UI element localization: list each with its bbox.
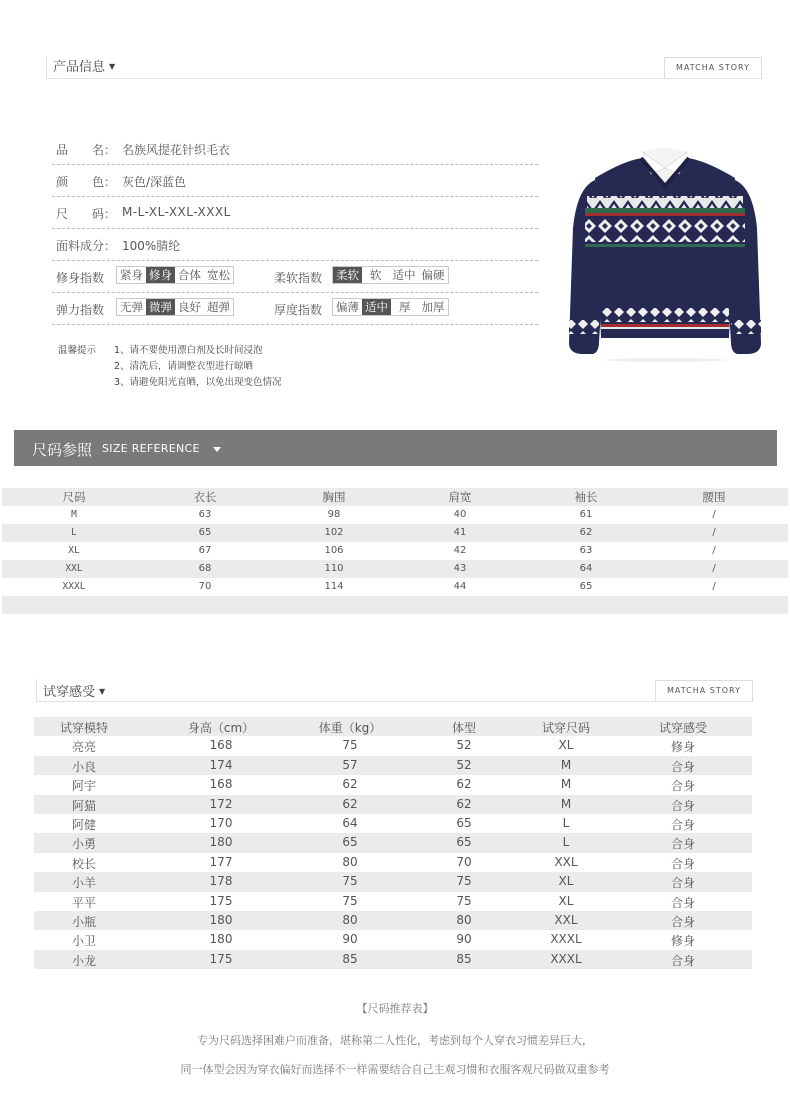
table-cell: 合身 xyxy=(670,817,696,832)
table-cell: 合身 xyxy=(670,876,696,891)
table-cell: 42 xyxy=(453,545,467,556)
soft-index-option: 软 xyxy=(370,268,382,282)
fit-soft-row xyxy=(52,260,538,293)
fitting-header xyxy=(36,679,753,702)
table-cell: / xyxy=(712,581,716,592)
table-cell: 177 xyxy=(209,854,233,869)
column-header: 袖长 xyxy=(574,490,598,504)
table-row xyxy=(34,950,752,969)
table-cell: 180 xyxy=(209,932,233,947)
table-row xyxy=(34,736,752,755)
table-cell: 合身 xyxy=(670,953,696,968)
table-cell: 106 xyxy=(324,545,344,556)
table-cell: 52 xyxy=(456,738,472,753)
table-row xyxy=(2,506,788,524)
table-row xyxy=(34,892,752,911)
column-header: 尺码 xyxy=(62,490,86,504)
product-size-row xyxy=(52,196,538,229)
footer-note-line-1: 专为尺码选择困难户而准备，堪称第二人性化，考虑到每个人穿衣习惯差异巨大， xyxy=(197,1034,593,1047)
table-cell: 90 xyxy=(456,932,472,947)
fitting-table xyxy=(34,717,752,969)
fit-index-option: 宽松 xyxy=(207,268,230,282)
table-row xyxy=(2,596,788,614)
table-row xyxy=(34,756,752,775)
table-cell: 98 xyxy=(327,509,341,520)
column-header: 体重（kg） xyxy=(318,721,382,735)
table-row xyxy=(34,853,752,872)
care-tips-label: 温馨提示 xyxy=(58,345,97,356)
column-header: 体型 xyxy=(451,721,477,735)
product-material-value: 100%腈纶 xyxy=(122,239,181,253)
table-cell: 75 xyxy=(456,893,472,908)
table-cell: XXXL xyxy=(550,932,582,947)
table-cell: 174 xyxy=(209,757,233,772)
table-cell: 小良 xyxy=(71,759,97,774)
table-cell: 85 xyxy=(456,951,472,966)
table-row xyxy=(34,872,752,891)
column-header: 试穿模特 xyxy=(59,721,109,735)
table-cell: 64 xyxy=(579,563,593,574)
table-cell: 180 xyxy=(209,912,233,927)
size-table xyxy=(2,488,788,614)
fit-index-option: 合体 xyxy=(178,268,201,282)
thick-index-option: 偏薄 xyxy=(336,300,359,314)
table-row xyxy=(2,560,788,578)
table-cell: 小瓶 xyxy=(71,914,97,929)
size-recommend-title: 【尺码推荐表】 xyxy=(356,1002,434,1015)
table-cell: 75 xyxy=(342,874,358,889)
table-row xyxy=(2,578,788,596)
column-header: 试穿感受 xyxy=(658,721,708,735)
table-cell: 小羊 xyxy=(71,876,97,891)
table-cell: 合身 xyxy=(670,914,696,929)
table-cell: 75 xyxy=(456,874,472,889)
fitting-title-text: 试穿感受 xyxy=(43,685,96,700)
table-cell: 62 xyxy=(456,777,472,792)
product-info-title xyxy=(53,56,115,75)
table-cell: / xyxy=(712,545,716,556)
table-cell: 40 xyxy=(453,509,467,520)
size-table-header xyxy=(2,488,788,506)
elastic-index-option: 微弹 xyxy=(146,299,175,315)
table-cell: / xyxy=(712,527,716,538)
table-cell: 合身 xyxy=(670,759,696,774)
product-material-label: 面料成分： xyxy=(56,239,117,253)
table-cell: 小勇 xyxy=(71,837,97,852)
care-tip-3: 3、请避免阳光直晒，以免出现变色情况 xyxy=(114,377,282,388)
table-cell: 70 xyxy=(456,854,472,869)
table-cell: 小龙 xyxy=(71,953,97,968)
table-cell: 修身 xyxy=(670,934,696,949)
size-reference-title: 尺码参照 xyxy=(32,441,93,459)
fit-index-option: 修身 xyxy=(146,267,175,283)
caret-down-icon xyxy=(213,447,221,452)
table-cell: 62 xyxy=(342,777,358,792)
table-cell: 175 xyxy=(209,951,233,966)
table-cell: 44 xyxy=(453,581,467,592)
table-row xyxy=(34,911,752,930)
table-cell: 75 xyxy=(342,738,358,753)
table-cell: M xyxy=(560,777,572,792)
table-cell: 合身 xyxy=(670,895,696,910)
table-cell: 110 xyxy=(324,563,344,574)
table-cell: 168 xyxy=(209,777,233,792)
column-header: 衣长 xyxy=(193,490,217,504)
table-row xyxy=(34,775,752,794)
thick-index-label: 厚度指数 xyxy=(274,303,323,317)
fit-index-label: 修身指数 xyxy=(56,271,105,285)
table-cell: 75 xyxy=(342,893,358,908)
table-cell: 43 xyxy=(453,563,467,574)
table-cell: 85 xyxy=(342,951,358,966)
table-cell: 63 xyxy=(579,545,593,556)
table-cell: 合身 xyxy=(670,779,696,794)
table-cell: 修身 xyxy=(670,740,696,755)
table-cell: M xyxy=(71,509,77,520)
table-cell: 65 xyxy=(456,815,472,830)
table-cell: 62 xyxy=(342,796,358,811)
table-cell: 62 xyxy=(579,527,593,538)
fitting-title xyxy=(43,681,105,700)
thick-index-option: 适中 xyxy=(362,299,391,315)
size-reference-subtitle: SIZE REFERENCE xyxy=(102,442,200,455)
product-color-row xyxy=(52,164,538,197)
product-info-header xyxy=(46,56,763,79)
table-cell: XXXL xyxy=(62,581,86,592)
thick-index-scale xyxy=(332,298,449,316)
table-cell: 67 xyxy=(198,545,212,556)
table-row xyxy=(2,542,788,560)
table-cell: XXL xyxy=(554,854,578,869)
table-cell: 65 xyxy=(198,527,212,538)
column-header: 胸围 xyxy=(322,490,346,504)
table-cell: L xyxy=(71,527,77,538)
table-cell: XL xyxy=(558,874,574,889)
table-cell: 68 xyxy=(198,563,212,574)
caret-down-icon: ▼ xyxy=(99,687,106,696)
table-row xyxy=(34,833,752,852)
fitting-table-header xyxy=(34,717,752,736)
elastic-index-label: 弹力指数 xyxy=(56,303,105,317)
table-cell: XXL xyxy=(65,563,83,574)
table-cell: 70 xyxy=(198,581,212,592)
table-cell: 80 xyxy=(342,854,358,869)
product-material-row xyxy=(52,228,538,261)
product-name-label: 品 名： xyxy=(56,143,117,157)
thick-index-option: 厚 xyxy=(399,300,411,314)
table-cell: 172 xyxy=(209,796,233,811)
table-cell: 平平 xyxy=(71,895,97,910)
table-cell: 175 xyxy=(209,893,233,908)
table-cell: 阿宇 xyxy=(71,779,97,794)
table-cell: XL xyxy=(558,893,574,908)
table-cell: 小卫 xyxy=(71,934,97,949)
table-cell: M xyxy=(560,757,572,772)
table-cell: 合身 xyxy=(670,837,696,852)
table-cell: XXXL xyxy=(550,951,582,966)
table-cell: 52 xyxy=(456,757,472,772)
table-cell: 102 xyxy=(324,527,344,538)
table-cell: 180 xyxy=(209,835,233,850)
table-cell: 合身 xyxy=(670,798,696,813)
column-header: 试穿尺码 xyxy=(541,721,591,735)
footer-note-line-2: 同一体型会因为穿衣偏好而选择不一样需要结合自己主观习惯和衣服客观尺码做双重参考 xyxy=(180,1063,610,1076)
soft-index-option: 偏硬 xyxy=(421,268,445,282)
table-cell: XL xyxy=(68,545,80,556)
elastic-index-scale xyxy=(116,298,234,316)
table-cell: 65 xyxy=(456,835,472,850)
table-cell: 合身 xyxy=(670,856,696,871)
brand-label: MATCHA STORY xyxy=(655,680,753,701)
thick-index-option: 加厚 xyxy=(421,300,445,314)
soft-index-option: 适中 xyxy=(392,268,416,282)
table-cell: 170 xyxy=(209,815,233,830)
table-cell: L xyxy=(562,815,570,830)
soft-index-scale xyxy=(332,266,449,284)
table-cell: L xyxy=(562,835,570,850)
table-cell: 65 xyxy=(342,835,358,850)
brand-label: MATCHA STORY xyxy=(664,57,762,78)
elastic-thick-row xyxy=(52,292,538,325)
product-name-value: 名族风提花针织毛衣 xyxy=(122,143,231,157)
table-cell: 校长 xyxy=(71,856,97,871)
table-cell: 80 xyxy=(342,912,358,927)
table-cell: 亮亮 xyxy=(71,740,97,755)
table-row xyxy=(34,795,752,814)
table-cell: 168 xyxy=(209,738,233,753)
size-reference-bar xyxy=(14,430,777,466)
table-cell: 63 xyxy=(198,509,212,520)
table-cell: 80 xyxy=(456,912,472,927)
column-header: 身高（cm） xyxy=(187,721,255,735)
column-header: 肩宽 xyxy=(448,490,472,504)
elastic-index-option: 良好 xyxy=(178,300,201,314)
product-name-row xyxy=(52,132,538,165)
table-cell: / xyxy=(712,563,716,574)
table-cell: M xyxy=(560,796,572,811)
product-size-value: M-L-XL-XXL-XXXL xyxy=(122,205,231,219)
table-cell: XL xyxy=(558,738,574,753)
soft-index-label: 柔软指数 xyxy=(274,271,323,285)
product-color-value: 灰色/深蓝色 xyxy=(122,175,187,189)
table-cell: 57 xyxy=(342,757,358,772)
table-cell: 64 xyxy=(342,815,358,830)
table-cell: 65 xyxy=(579,581,593,592)
table-cell: / xyxy=(712,509,716,520)
fit-index-option: 紧身 xyxy=(120,268,143,282)
caret-down-icon: ▼ xyxy=(109,62,116,71)
elastic-index-option: 超弹 xyxy=(207,300,230,314)
table-cell: 178 xyxy=(209,874,233,889)
product-color-label: 颜 色： xyxy=(56,175,117,189)
sweater-product-image xyxy=(565,138,765,363)
table-cell: 41 xyxy=(453,527,467,538)
table-cell: XXL xyxy=(554,912,578,927)
care-tip-2: 2、清洗后，请调整衣型进行晾晒 xyxy=(114,361,254,372)
table-cell: 90 xyxy=(342,932,358,947)
table-row xyxy=(2,524,788,542)
fit-index-scale xyxy=(116,266,234,284)
soft-index-option: 柔软 xyxy=(333,267,362,283)
table-row xyxy=(34,930,752,949)
product-size-label: 尺 码： xyxy=(56,207,117,221)
table-cell: 阿猫 xyxy=(71,798,97,813)
table-cell: 61 xyxy=(579,509,593,520)
column-header: 腰围 xyxy=(702,490,726,504)
table-cell: 阿健 xyxy=(71,817,97,832)
table-cell: 114 xyxy=(324,581,344,592)
product-info-title-text: 产品信息 xyxy=(53,60,106,75)
elastic-index-option: 无弹 xyxy=(120,300,143,314)
care-tip-1: 1、请不要使用漂白剂及长时间浸泡 xyxy=(114,345,263,356)
table-row xyxy=(34,814,752,833)
table-cell: 62 xyxy=(456,796,472,811)
